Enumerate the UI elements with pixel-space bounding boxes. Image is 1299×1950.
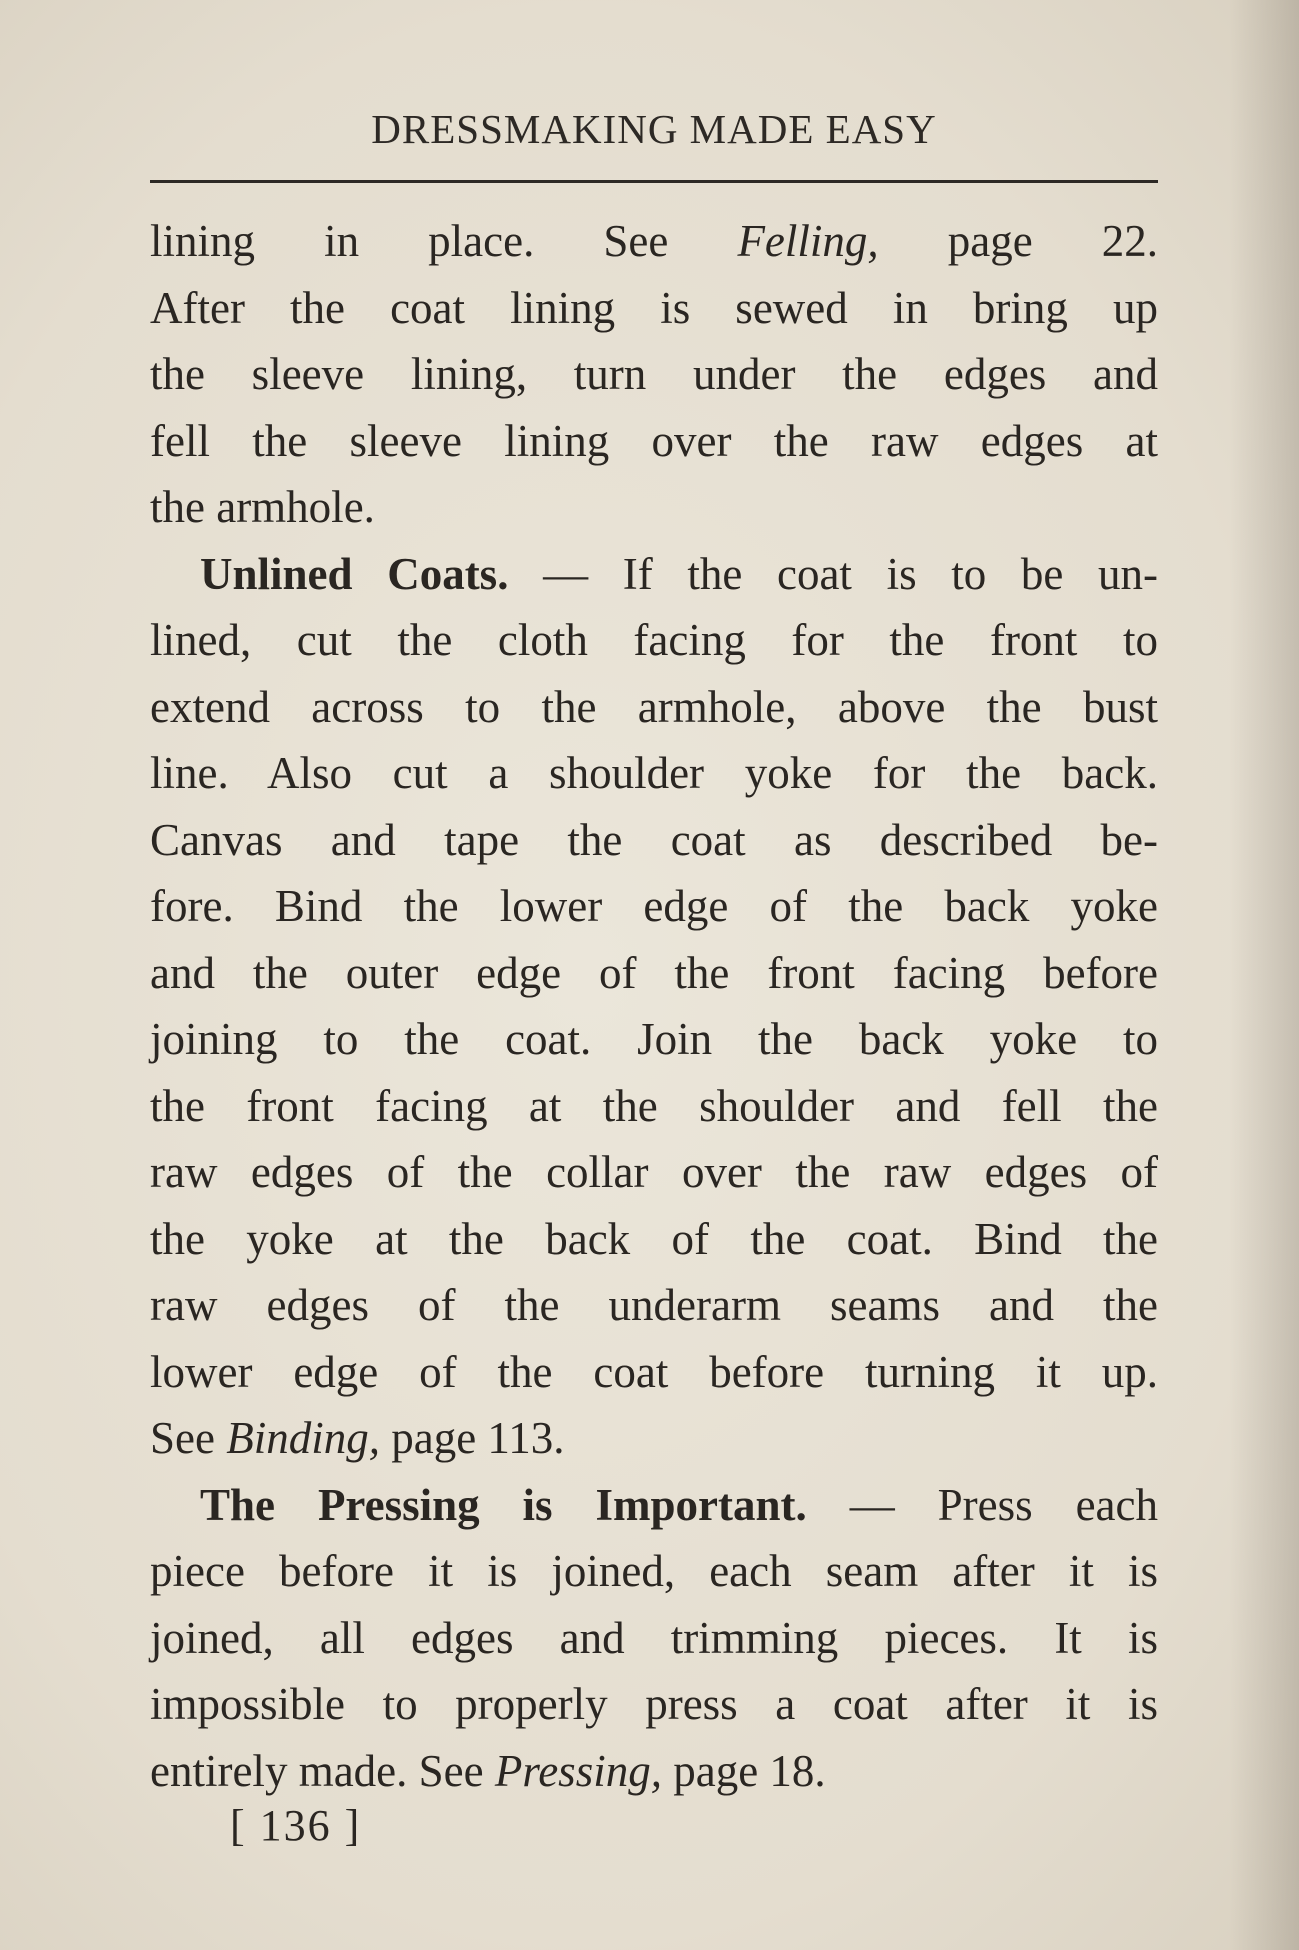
text-run: page 22. [878, 216, 1158, 266]
text-line [150, 740, 1158, 807]
text-line [150, 1605, 1158, 1672]
text-line [150, 1339, 1158, 1406]
header-rule [150, 180, 1158, 183]
text-run: the armhole. [150, 482, 375, 532]
text-line [150, 1139, 1158, 1206]
text-run: — Press each [806, 1479, 1158, 1530]
text-run: lining in place. See [150, 216, 738, 266]
text-run: entirely made. See [150, 1745, 495, 1796]
text-line [150, 607, 1158, 674]
italic-reference: Felling, [737, 216, 879, 266]
text-run: raw edges of the underarm seams and the [150, 1280, 1158, 1330]
text-run: lower edge of the coat before turning it up. [150, 1346, 1158, 1397]
text-line [150, 1272, 1158, 1339]
section-heading: Unlined Coats. [200, 548, 509, 599]
spine-shadow [1229, 0, 1299, 1950]
text-run: Canvas and tape the coat as described be- [150, 814, 1158, 865]
text-run: page 18. [661, 1745, 826, 1796]
text-line [150, 1538, 1158, 1605]
text-line [150, 1671, 1158, 1738]
text-line [150, 940, 1158, 1007]
body-text [150, 208, 1158, 1804]
text-run: See [150, 1413, 227, 1463]
text-line [150, 1206, 1158, 1273]
text-run: — If the coat is to be un- [508, 548, 1158, 599]
text-line [150, 1738, 1158, 1805]
section-heading: The Pressing is Important. [200, 1479, 807, 1530]
text-line [150, 275, 1158, 342]
text-run: joining to the coat. Join the back yoke to [150, 1014, 1158, 1064]
text-line [150, 1073, 1158, 1140]
text-line [150, 208, 1158, 275]
text-run: joined, all edges and trimming pieces. It is [150, 1612, 1158, 1663]
text-run: line. Also cut a shoulder yoke for the back. [150, 748, 1158, 798]
text-line [150, 674, 1158, 741]
text-run: and the outer edge of the front facing before [150, 947, 1158, 998]
page-number: [ 136 ] [230, 1801, 362, 1850]
text-run: After the coat lining is sewed in bring up [150, 282, 1158, 333]
text-run: impossible to properly press a coat after it is [150, 1679, 1158, 1729]
text-line [150, 408, 1158, 475]
text-line [150, 807, 1158, 874]
text-line [150, 474, 1158, 541]
running-head: DRESSMAKING MADE EASY [371, 106, 937, 152]
italic-reference: Binding, [226, 1413, 380, 1463]
text-run: the sleeve lining, turn under the edges and [150, 349, 1158, 399]
text-line [150, 1405, 1158, 1472]
text-run: extend across to the armhole, above the bust [150, 681, 1158, 732]
text-run: fore. Bind the lower edge of the back yoke [150, 881, 1158, 931]
text-run: lined, cut the cloth facing for the front to [150, 615, 1158, 665]
text-line [150, 341, 1158, 408]
text-run: page 113. [379, 1413, 565, 1463]
text-run: raw edges of the collar over the raw edges of [150, 1147, 1158, 1197]
text-run: the yoke at the back of the coat. Bind the [150, 1213, 1158, 1264]
text-run: piece before it is joined, each seam after it is [150, 1546, 1158, 1596]
text-line [150, 1006, 1158, 1073]
text-line [150, 541, 1158, 608]
italic-reference: Pressing, [494, 1745, 662, 1796]
text-line [150, 1472, 1158, 1539]
text-run: the front facing at the shoulder and fell the [150, 1080, 1158, 1131]
text-line [150, 873, 1158, 940]
text-run: fell the sleeve lining over the raw edges at [150, 415, 1158, 466]
